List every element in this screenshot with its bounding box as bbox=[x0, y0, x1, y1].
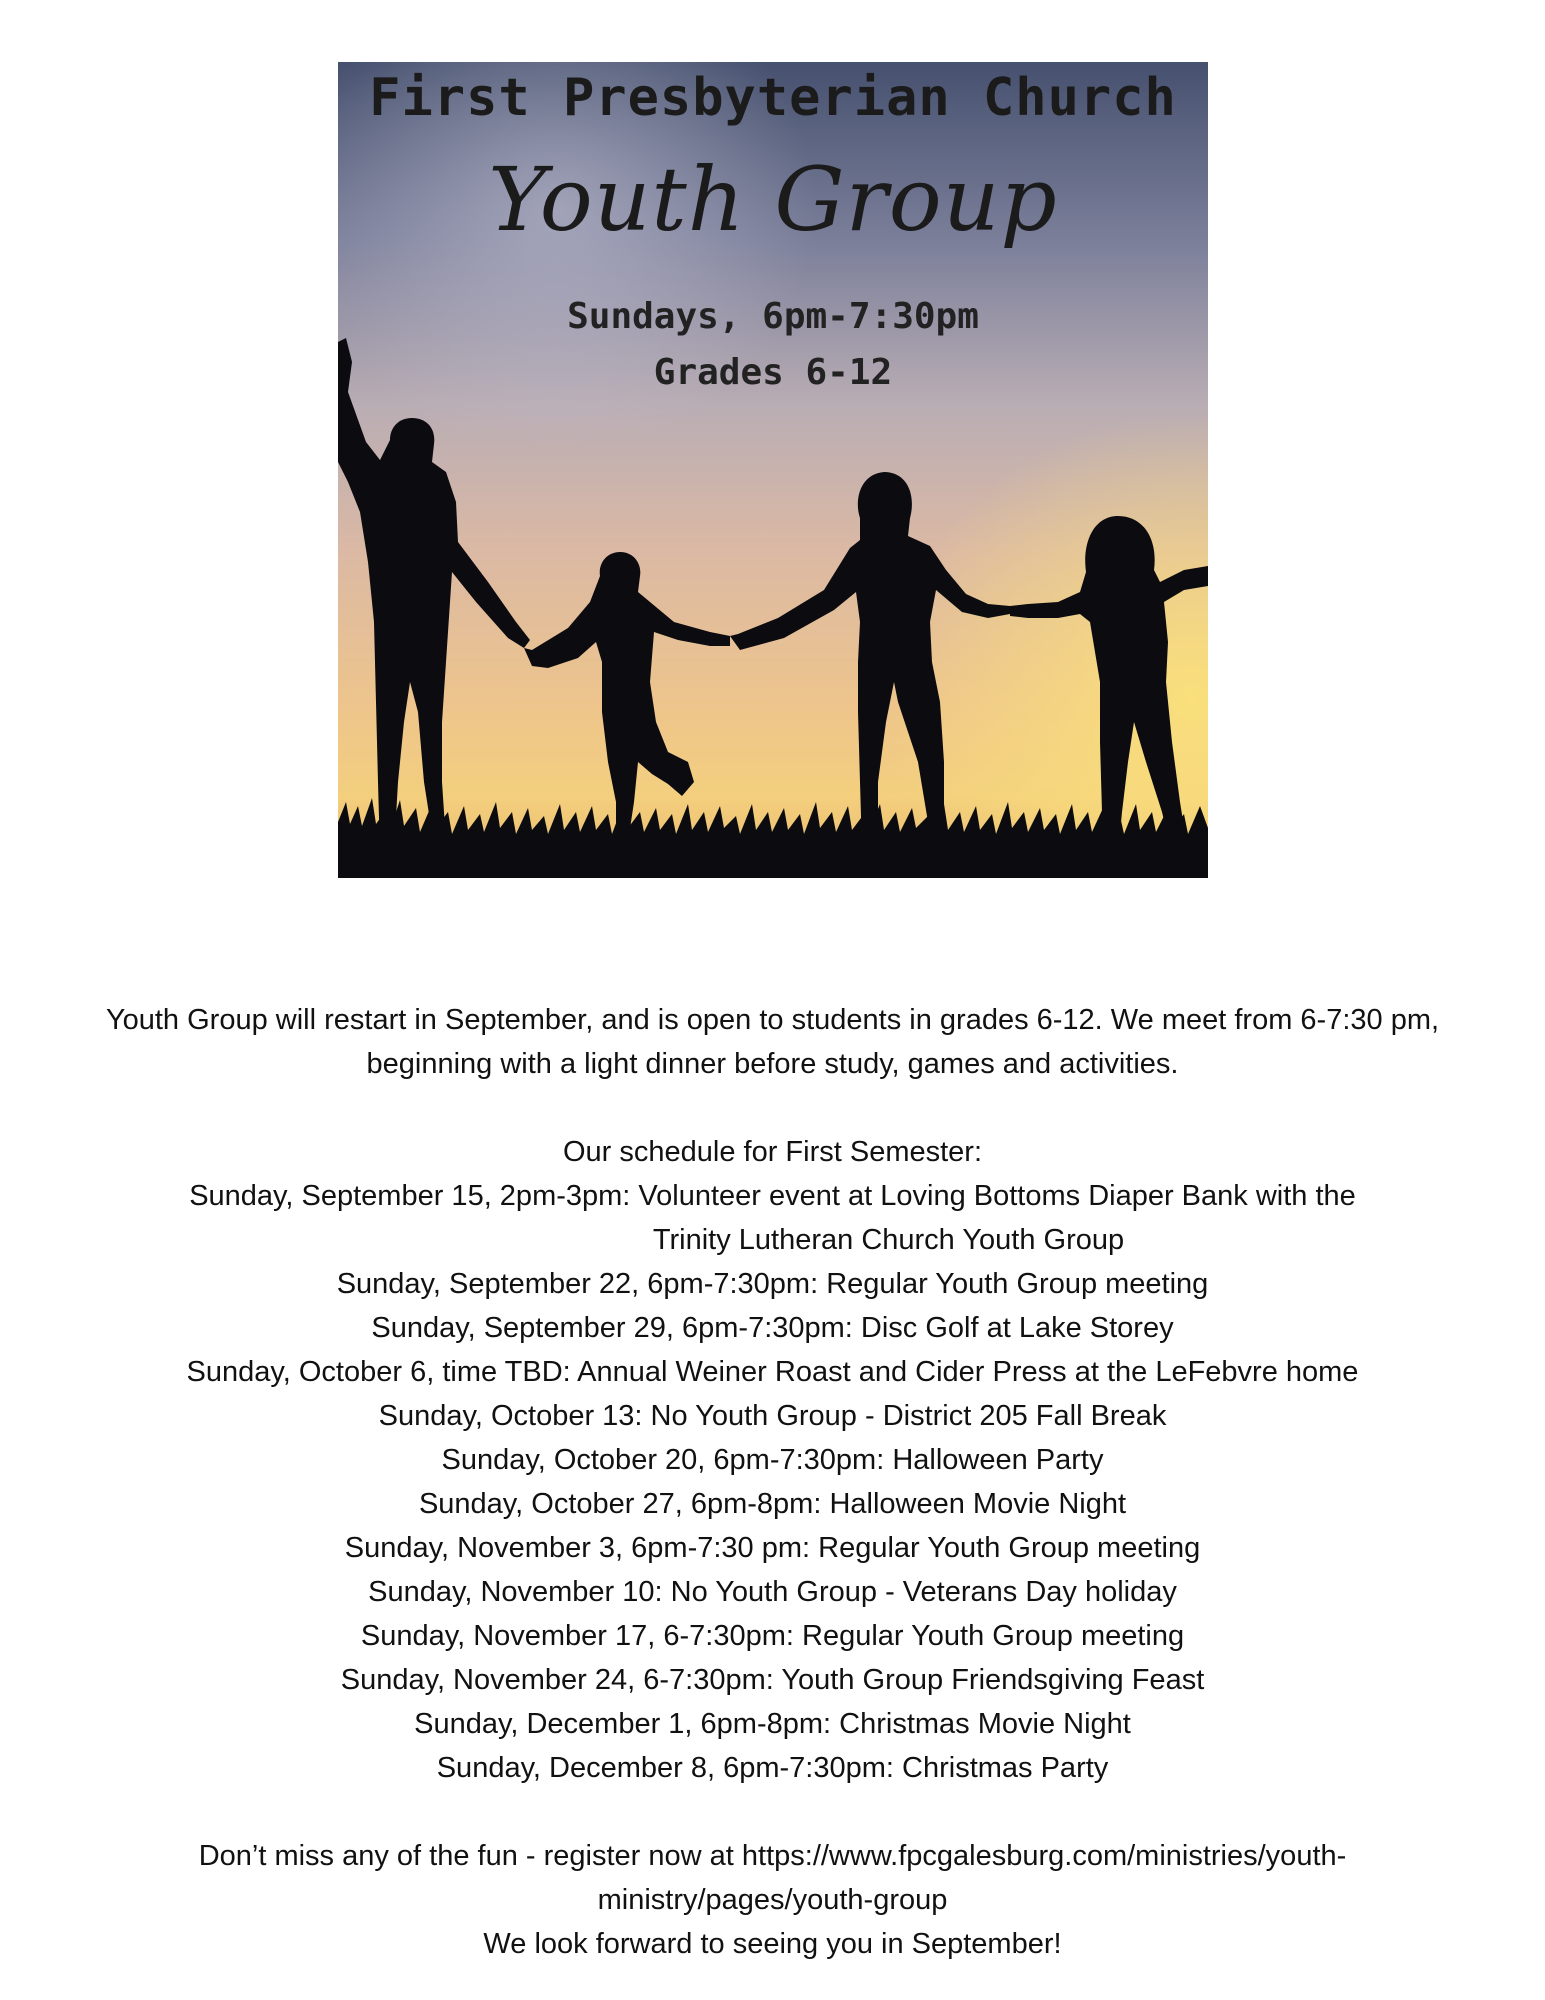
schedule-item: Sunday, November 24, 6-7:30pm: Youth Group Friendsgiving Feast bbox=[340, 1664, 1205, 1696]
schedule-item-continued: Trinity Lutheran Church Youth Group bbox=[652, 1224, 1125, 1256]
intro-line-1: Youth Group will restart in September, and is open to students in grades 6-12. We meet from 6-7:30 pm, bbox=[105, 1004, 1440, 1036]
schedule-item: Sunday, December 1, 6pm-8pm: Christmas Movie Night bbox=[414, 1708, 1131, 1740]
schedule-item: Sunday, November 3, 6pm-7:30 pm: Regular Youth Group meeting bbox=[344, 1532, 1201, 1564]
youth-group-poster bbox=[338, 62, 1208, 878]
intro-line-2: beginning with a light dinner before study, games and activities. bbox=[366, 1048, 1179, 1080]
schedule-item: Sunday, October 27, 6pm-8pm: Halloween Movie Night bbox=[418, 1488, 1127, 1520]
schedule-item: Sunday, October 20, 6pm-7:30pm: Halloween Party bbox=[441, 1444, 1104, 1476]
poster-youth-group-script-title: Youth Group bbox=[488, 148, 1058, 251]
schedule-item: Sunday, September 22, 6pm-7:30pm: Regular Youth Group meeting bbox=[336, 1268, 1209, 1300]
schedule-item: Sunday, September 29, 6pm-7:30pm: Disc Golf at Lake Storey bbox=[371, 1312, 1174, 1344]
schedule-item: Sunday, November 17, 6-7:30pm: Regular Youth Group meeting bbox=[360, 1620, 1185, 1652]
poster-grades: Grades 6-12 bbox=[653, 352, 893, 393]
schedule-item: Sunday, December 8, 6pm-7:30pm: Christmas Party bbox=[436, 1752, 1109, 1784]
registration-line-1: Don’t miss any of the fun - register now at https://www.fpcgalesburg.com/ministries/youth- bbox=[198, 1840, 1347, 1872]
schedule-item: Sunday, October 13: No Youth Group - District 205 Fall Break bbox=[378, 1400, 1167, 1432]
schedule-item: Sunday, September 15, 2pm-3pm: Volunteer event at Loving Bottoms Diaper Bank with the bbox=[189, 1180, 1356, 1212]
registration-line-2: ministry/pages/youth-group bbox=[597, 1884, 948, 1916]
spacer bbox=[0, 1790, 1545, 1834]
closing-line: We look forward to seeing you in September! bbox=[483, 1928, 1062, 1960]
schedule-item: Sunday, October 6, time TBD: Annual Weiner Roast and Cider Press at the LeFebvre home bbox=[186, 1356, 1359, 1388]
poster-meeting-time: Sundays, 6pm-7:30pm bbox=[567, 296, 979, 337]
spacer bbox=[0, 1086, 1545, 1130]
schedule-item: Sunday, November 10: No Youth Group - Veterans Day holiday bbox=[368, 1576, 1177, 1608]
poster-church-name: First Presbyterian Church bbox=[369, 68, 1177, 128]
flyer-body bbox=[0, 998, 1545, 1966]
schedule-heading: Our schedule for First Semester: bbox=[562, 1136, 983, 1168]
